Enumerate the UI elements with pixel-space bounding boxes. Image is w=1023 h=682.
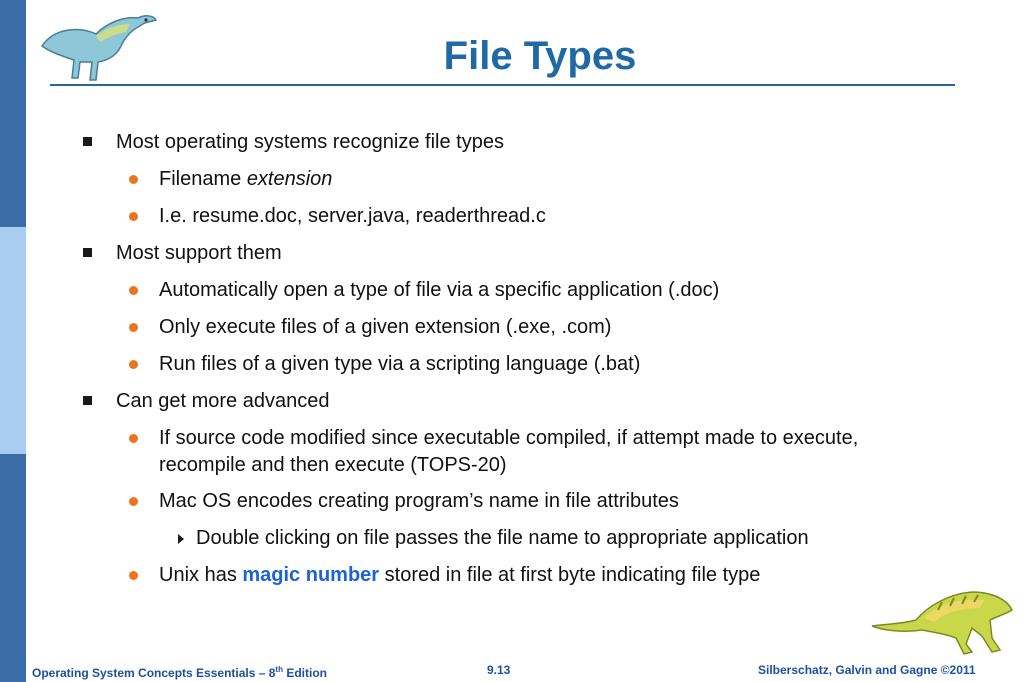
square-bullet-icon (83, 137, 92, 146)
sub-bullet-item: If source code modified since executable compiled, if attempt made to execute, (159, 427, 859, 449)
footer-superscript: th (275, 665, 283, 674)
sub-sub-bullet-item: Double clicking on file passes the file name to appropriate application (196, 527, 809, 549)
sub-bullet-item (159, 166, 332, 192)
item-text: stored in file at first byte indicating file type (379, 564, 761, 586)
round-bullet-icon (129, 323, 138, 332)
sub-bullet-item: Automatically open a type of file via a specific application (.doc) (159, 279, 720, 301)
triangle-bullet-icon (178, 534, 184, 544)
round-bullet-icon (129, 571, 138, 580)
sub-bullet-item: Run files of a given type via a scripting language (.bat) (159, 353, 641, 375)
square-bullet-icon (83, 396, 92, 405)
slide-number: 9.13 (487, 663, 511, 677)
bullet-item: Can get more advanced (116, 390, 330, 412)
item-emphasis: extension (246, 168, 333, 190)
sub-bullet-item (159, 562, 760, 588)
footer-left (32, 662, 327, 681)
sub-bullet-item: I.e. resume.doc, server.java, readerthread.c (159, 205, 546, 227)
item-text: Unix has (159, 564, 243, 586)
round-bullet-icon (129, 286, 138, 295)
round-bullet-icon (129, 175, 138, 184)
footer-copyright: Silberschatz, Galvin and Gagne ©2011 (758, 663, 976, 677)
sub-bullet-item: Only execute files of a given extension (.exe, .com) (159, 316, 612, 338)
square-bullet-icon (83, 248, 92, 257)
dinosaur-logo-bottom (868, 580, 1016, 658)
round-bullet-icon (129, 497, 138, 506)
item-text: Filename (159, 168, 247, 190)
bullet-item: Most operating systems recognize file types (116, 131, 504, 153)
slide-title: File Types (443, 34, 637, 78)
footer-book-title: Operating System Concepts Essentials – 8 (32, 666, 276, 680)
round-bullet-icon (129, 434, 138, 443)
bullet-item: Most support them (116, 242, 282, 264)
sub-bullet-continuation: recompile and then execute (TOPS-20) (159, 454, 507, 476)
footer-edition: Edition (282, 666, 327, 680)
highlight-term: magic number (242, 564, 380, 586)
sub-bullet-item: Mac OS encodes creating program’s name in file attributes (159, 490, 679, 512)
round-bullet-icon (129, 212, 138, 221)
round-bullet-icon (129, 360, 138, 369)
